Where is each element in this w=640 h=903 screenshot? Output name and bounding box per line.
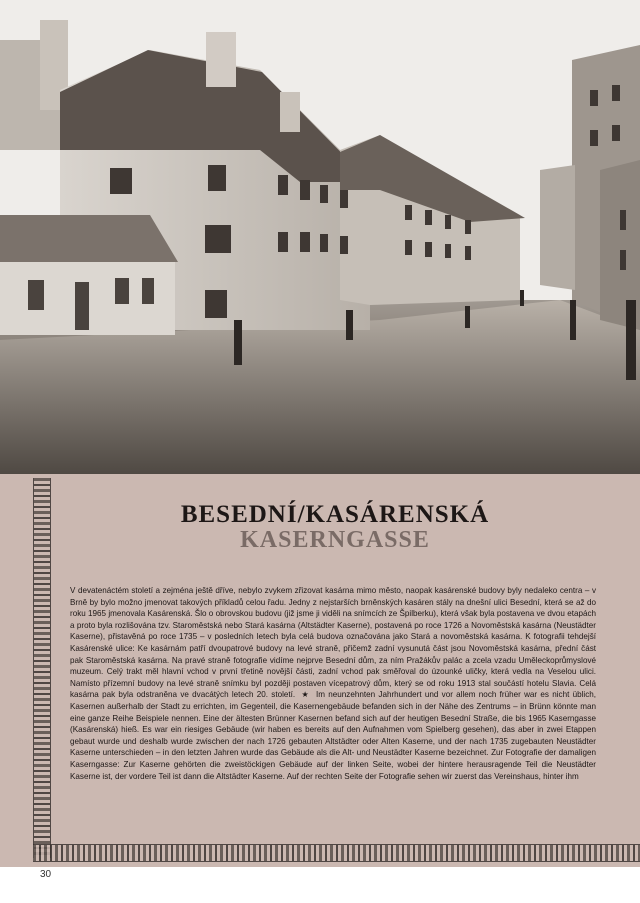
article-body [70, 585, 596, 831]
page-number: 30 [40, 869, 52, 880]
body-text-german: Im neunzehnten Jahrhundert und vor allem noch früher war es nicht üblich, Kasernen außerhalb der Stadt zu errichten, im Gegenteil, die Kasernengebäude befanden sich in der Nähe des Zentrums – in Brünn könnte man eine ganze Reihe Beispiele nennen. Eine der ältesten Brünner Kasernen befand sich auf der heutigen Besední Straße, die bis 1965 Kaserngasse (Kasárenská) hieß. Es war ein riesiges Gebäude (wir haben es bereits auf den Aufnahmen vom Spielberg gesehen), das aber in zwei Etappen gebaut wurde und deshalb wurde zwischen der nach 1726 gebauten Altstädter oder Alten Kaserne, und der nach 1735 zugebauten Neustädter Kaserne unterschieden – in den letzten Jahren wurde das Gebäude als die Alt- und Neustädter Kaserne bezeichnet. Zur Fotografie der damaligen Kaserngasse: Zur Kaserne gehörten die zweistöckigen Gebäude auf der linken Seite, wobei der hintere herausragende Teil die Neustädter Kaserne ist, der vordere Teil ist dann die Altstädter Kaserne. Auf der rechten Seite der Fotografie sehen wir zuerst das Vereinshaus, hinter ihm [70, 690, 596, 781]
title-german: KASERNGASSE [240, 527, 430, 553]
star-separator-icon: ★ [301, 690, 310, 700]
title-czech: BESEDNÍ/KASÁRENSKÁ [180, 501, 490, 528]
body-text-czech: V devatenáctém století a zejména ještě dříve, nebylo zvykem zřizovat kasárna mimo město, naopak kasárenské budovy byly nedaleko centra – v Brně by bylo možno jmenovat takových příkladů celou řadu. Jedny z nejstarších brněnských kasáren stály na dnešní ulici Besední, která se až do roku 1965 jmenovala Kasárenská. Šlo o obrovskou budovu (již jsme ji viděli na snímcích ze Špilberku), která však byla postavena ve dvou etapách a proto byla rozlišována tzv. Staroměstská nebo Stará kasárna (Altstädter Kaserne), postavená po roce 1726 a Novoměstská kasárna (Neustädter Kaserne), přistavěná po roce 1735 – v posledních letech byla celá budova označována jako Stará a novoměstská kasárna. K fotografii tehdejší Kasárenské ulice: Ke kasárnám patří dvoupatrové budovy na levé straně, přičemž zadní vysunutá část jsou Novoměstská kasárna, přední část pak Staroměstská kasárna. Na pravé straně fotografie vidíme nejprve Besední dům, za ním Pražákův palác a zcela vzadu Uměleckoprůmyslové muzeum. Celý trakt měl hlavní vchod v první třetině novější části, zadní vchod pak směřoval do úzounké uličky, která vedla na Veselou ulici. Namísto přízemní budovy na levé straně snímku byl později postaven vícepatrový dům, který se od roku 1913 stal součástí hotelu Slavia. Celá kasárna pak byla odstraněna ve dvacátých letech 20. století. [70, 586, 596, 700]
ornamental-border-left [33, 478, 51, 858]
ornamental-border-bottom [33, 844, 640, 862]
